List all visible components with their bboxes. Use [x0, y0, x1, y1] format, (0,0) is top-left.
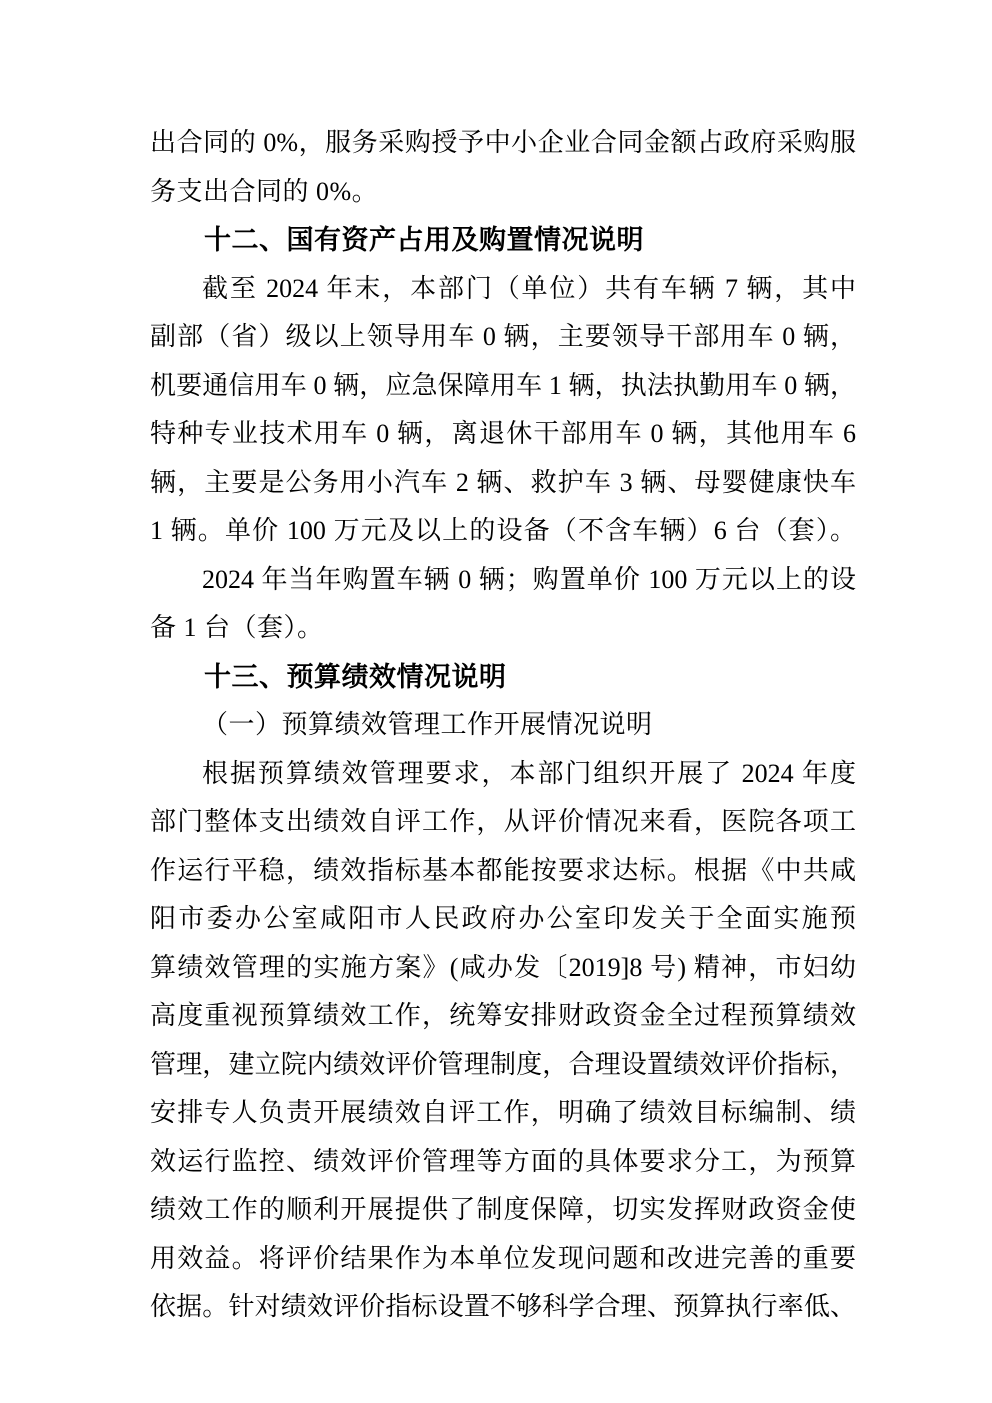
text-line: 作运行平稳，绩效指标基本都能按要求达标。根据《中共咸	[150, 855, 856, 885]
text-line: 辆，主要是公务用小汽车 2 辆、救护车 3 辆、母婴健康快车	[150, 467, 856, 497]
text-line: 效运行监控、绩效评价管理等方面的具体要求分工，为预算	[150, 1146, 856, 1176]
text-line: 管理，建立院内绩效评价管理制度，合理设置绩效评价指标，	[150, 1049, 856, 1079]
document-content	[150, 119, 856, 1332]
text-line: 截至 2024 年末，本部门（单位）共有车辆 7 辆，其中	[202, 273, 856, 303]
text-line: 特种专业技术用车 0 辆，离退休干部用车 0 辆，其他用车 6	[150, 419, 856, 448]
text-line: 根据预算绩效管理要求，本部门组织开展了 2024 年度	[202, 758, 856, 788]
subsection-heading-1-performance-management	[150, 701, 856, 750]
text-line: 绩效工作的顺利开展提供了制度保障，切实发挥财政资金使	[150, 1195, 856, 1224]
paragraph-procurement-continuation	[150, 119, 856, 216]
text-line: 1 辆。单价 100 万元及以上的设备（不含车辆）6 台（套）。	[150, 516, 856, 545]
section-heading-12-state-assets	[150, 216, 856, 265]
text-line: 务支出合同的 0%。	[150, 176, 379, 206]
subheading-line: （一）预算绩效管理工作开展情况说明	[202, 710, 653, 739]
text-line: 备 1 台（套）。	[150, 613, 324, 642]
paragraph-2024-purchases	[150, 556, 856, 653]
text-line: 依据。针对绩效评价指标设置不够科学合理、预算执行率低、	[150, 1292, 856, 1321]
text-line: 高度重视预算绩效工作，统筹安排财政资金全过程预算绩效	[150, 1001, 856, 1030]
text-line: 2024 年当年购置车辆 0 辆；购置单价 100 万元以上的设	[202, 564, 856, 594]
heading-line: 十三、预算绩效情况说明	[204, 661, 507, 692]
text-line: 副部（省）级以上领导用车 0 辆，主要领导干部用车 0 辆，	[150, 322, 856, 351]
section-heading-13-budget-performance	[150, 653, 856, 702]
heading-line: 十二、国有资产占用及购置情况说明	[204, 225, 644, 255]
text-line: 部门整体支出绩效自评工作，从评价情况来看，医院各项工	[150, 807, 856, 836]
text-line: 算绩效管理的实施方案》(咸办发〔2019]8 号) 精神，市妇幼	[150, 952, 856, 982]
paragraph-performance-self-evaluation	[150, 750, 856, 1332]
text-line: 出合同的 0%，服务采购授予中小企业合同金额占政府采购服	[150, 128, 856, 157]
paragraph-vehicles-and-equipment	[150, 265, 856, 556]
text-line: 阳市委办公室咸阳市人民政府办公室印发关于全面实施预	[150, 904, 856, 933]
text-line: 机要通信用车 0 辆，应急保障用车 1 辆，执法执勤用车 0 辆，	[150, 370, 856, 400]
text-line: 安排专人负责开展绩效自评工作，明确了绩效目标编制、绩	[150, 1098, 856, 1127]
text-line: 用效益。将评价结果作为本单位发现问题和改进完善的重要	[150, 1243, 856, 1273]
